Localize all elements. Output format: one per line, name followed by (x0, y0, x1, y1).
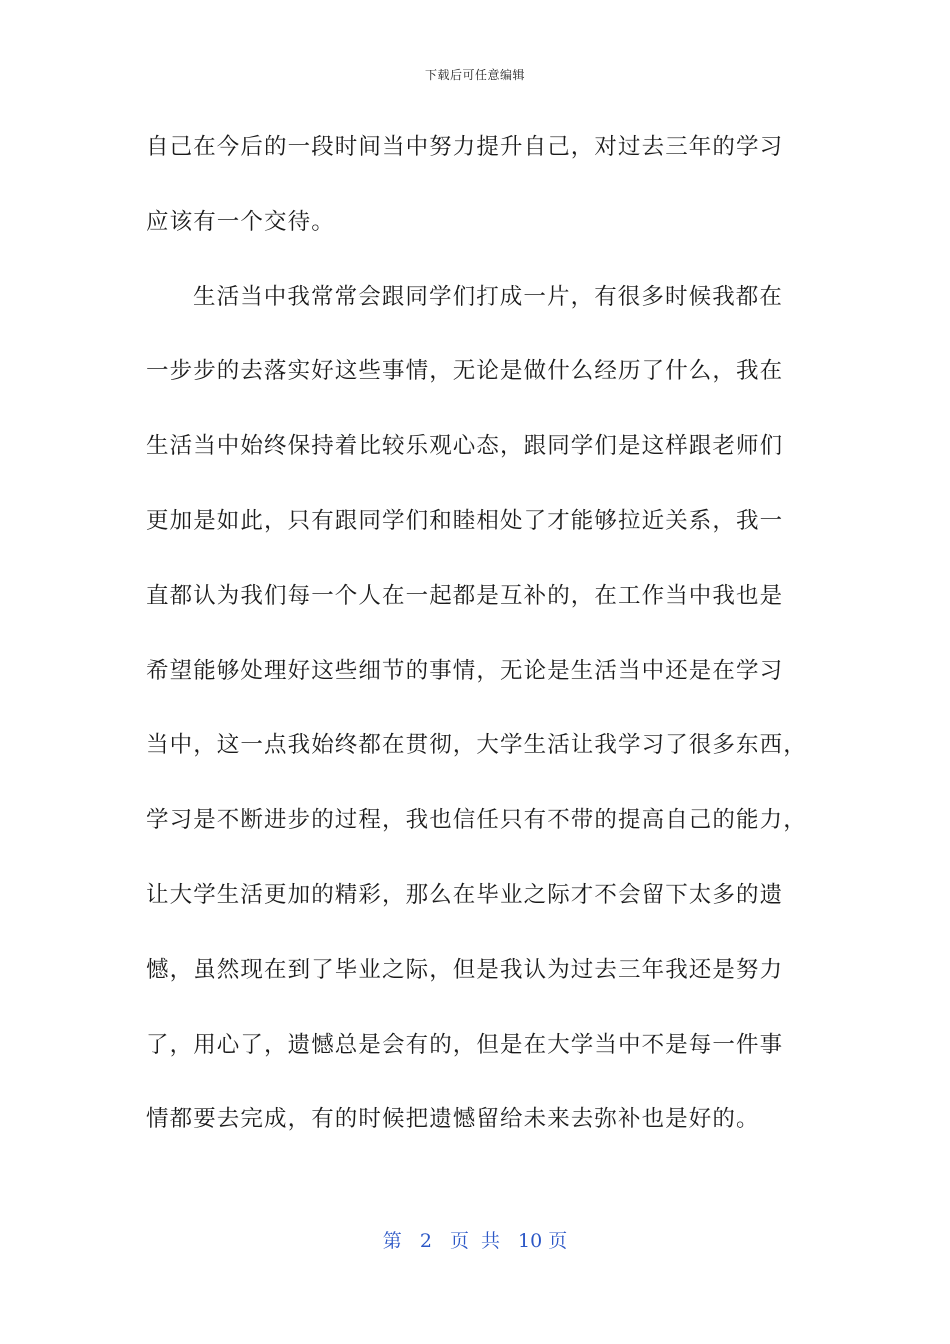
text-line: 自己在今后的一段时间当中努力提升自己，对过去三年的学习 (146, 134, 784, 160)
text-line: 一步步的去落实好这些事情，无论是做什么经历了什么，我在 (146, 358, 784, 385)
total-page-count: 10 (518, 1230, 543, 1252)
document-body (146, 124, 806, 1171)
current-page-number: 2 (419, 1230, 432, 1252)
text-line: 当中，这一点我始终都在贯彻，大学生活让我学习了很多东西， (146, 732, 807, 759)
paragraph-start-line: 生活当中我常常会跟同学们打成一片，有很多时候我都在 (193, 283, 784, 310)
text-line: 直都认为我们每一个人在一起都是互补的，在工作当中我也是 (146, 582, 784, 609)
text-line: 希望能够处理好这些细节的事情，无论是生活当中还是在学习 (146, 657, 784, 684)
text-line: 应该有一个交待。 (146, 208, 335, 235)
footer-prefix: 第 (382, 1230, 402, 1252)
text-line: 生活当中始终保持着比较乐观心态，跟同学们是这样跟老师们 (146, 433, 784, 460)
text-line: 情都要去完成，有的时候把遗憾留给未来去弥补也是好的。 (146, 1106, 760, 1133)
footer-suffix: 页 (548, 1230, 568, 1252)
text-line: 让大学生活更加的精彩，那么在毕业之际才不会留下太多的遗 (146, 881, 784, 908)
page-number-footer (0, 1226, 950, 1253)
text-line: 学习是不断进步的过程，我也信任只有不带的提高自己的能力， (146, 807, 807, 834)
footer-middle: 页 共 (449, 1230, 500, 1252)
text-line: 更加是如此，只有跟同学们和睦相处了才能够拉近关系，我一 (146, 507, 784, 534)
text-line: 憾，虽然现在到了毕业之际，但是我认为过去三年我还是努力 (146, 956, 784, 983)
text-line: 了，用心了，遗憾总是会有的，但是在大学当中不是每一件事 (146, 1031, 784, 1058)
page-header: 下载后可任意编辑 (424, 68, 525, 82)
